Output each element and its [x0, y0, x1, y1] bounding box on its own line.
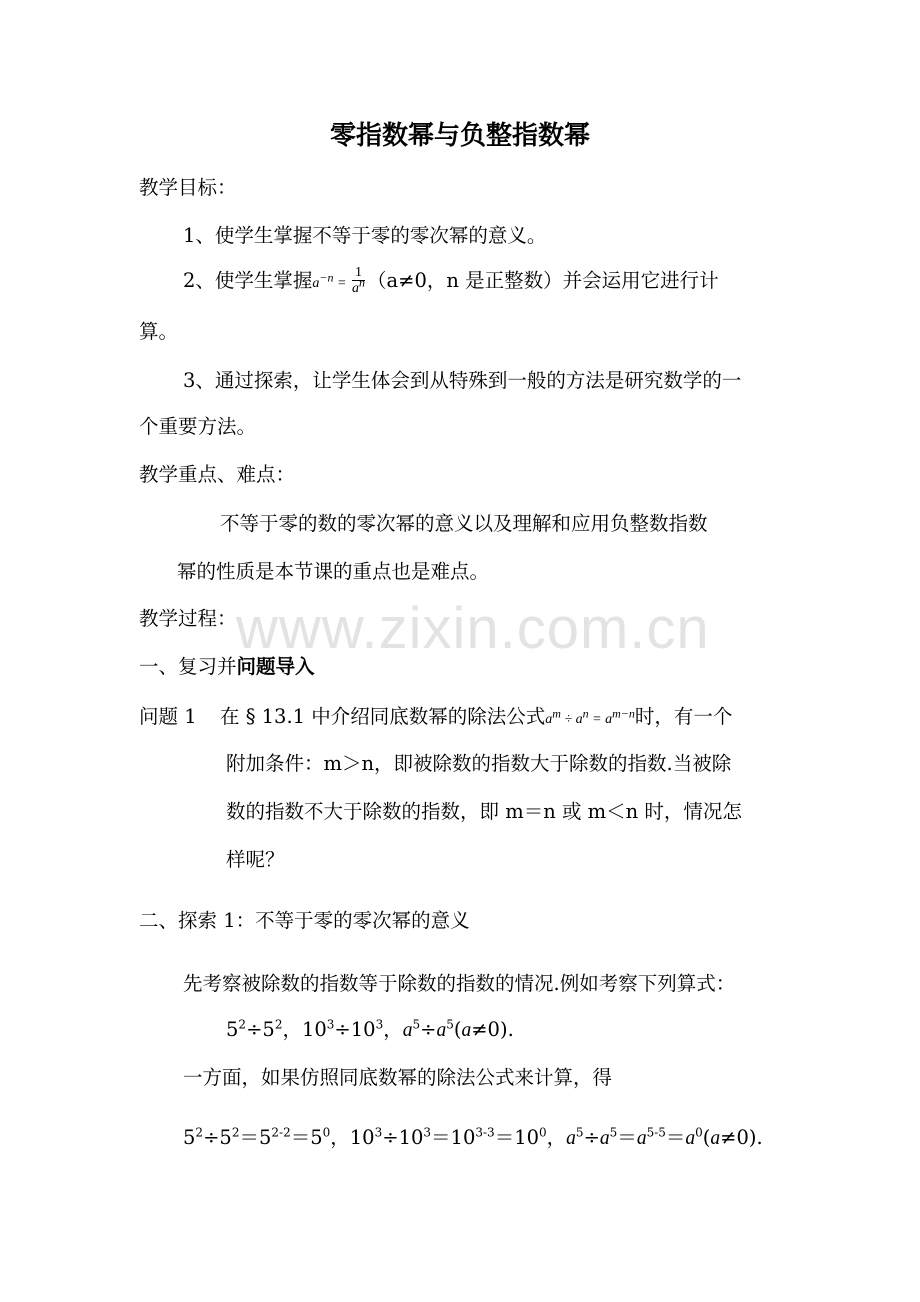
- goal-1: 1、使学生掌握不等于零的零次幂的意义。: [183, 224, 547, 247]
- process-heading: 教学过程：: [139, 607, 237, 630]
- goal-2-prefix: 2、使学生掌握: [183, 269, 313, 292]
- question-1-line4: 样呢？: [226, 848, 285, 871]
- expression-results: $5^2\div 5^2=5^{2-2}=5^0$，$10^3\div 10^3=10^{3-3}=10^0$，$a^5\div a^5=a^{5-5}=a^0(a\ne 0)$.: [183, 1125, 763, 1149]
- keypoints-heading: 教学重点、难点：: [139, 463, 296, 486]
- question-1-line2: 附加条件：m＞n，即被除数的指数大于除数的指数.当被除: [226, 752, 732, 775]
- goal-2: [183, 266, 719, 298]
- negative-exponent-formula: $a^{-n}$ = $\frac{1}{a^n}$: [312, 265, 365, 296]
- section-1-prefix: 一、复习并: [139, 655, 237, 678]
- section-2-heading: 二、探索 1：不等于零的零次幂的意义: [139, 909, 470, 932]
- goal-2-suffix: （a≠0，n 是正整数）并会运用它进行计: [366, 269, 719, 292]
- keypoints-line2: 幂的性质是本节课的重点也是难点。: [177, 560, 490, 583]
- question-1-line3: 数的指数不大于除数的指数，即 m＝n 或 m＜n 时，情况怎: [226, 800, 742, 823]
- watermark: www.zixin.com.cn: [236, 596, 710, 661]
- goal-2-cont: 算。: [139, 320, 179, 343]
- question-1-line1: [220, 703, 732, 734]
- question-1-label: 问题 1: [139, 705, 197, 728]
- division-formula: $a^m \div a^n = a^{m-n}$: [545, 706, 635, 727]
- explore-line3: 一方面，如果仿照同底数幂的除法公式来计算，得: [183, 1066, 613, 1089]
- question-1-suffix: 时，有一个: [634, 705, 733, 728]
- section-1-heading: [139, 653, 315, 681]
- question-1-prefix: 在 § 13.1 中介绍同底数幂的除法公式: [220, 705, 546, 728]
- explore-line1: 先考察被除数的指数等于除数的指数的情况.例如考察下列算式：: [183, 972, 736, 995]
- goal-3-line2: 个重要方法。: [139, 415, 257, 438]
- keypoints-line1: 不等于零的数的零次幂的意义以及理解和应用负整数指数: [220, 512, 708, 535]
- section-1-bold: 问题导入: [236, 655, 315, 678]
- expression-examples: $5^2\div 5^2$，$10^3\div 10^3$，$a^5\div a^5(a\ne 0)$.: [226, 1017, 514, 1041]
- page-title: 零指数幂与负整指数幂: [329, 121, 590, 151]
- goals-heading: 教学目标：: [139, 176, 237, 199]
- goal-3-line1: 3、通过探索，让学生体会到从特殊到一般的方法是研究数学的一: [183, 369, 742, 392]
